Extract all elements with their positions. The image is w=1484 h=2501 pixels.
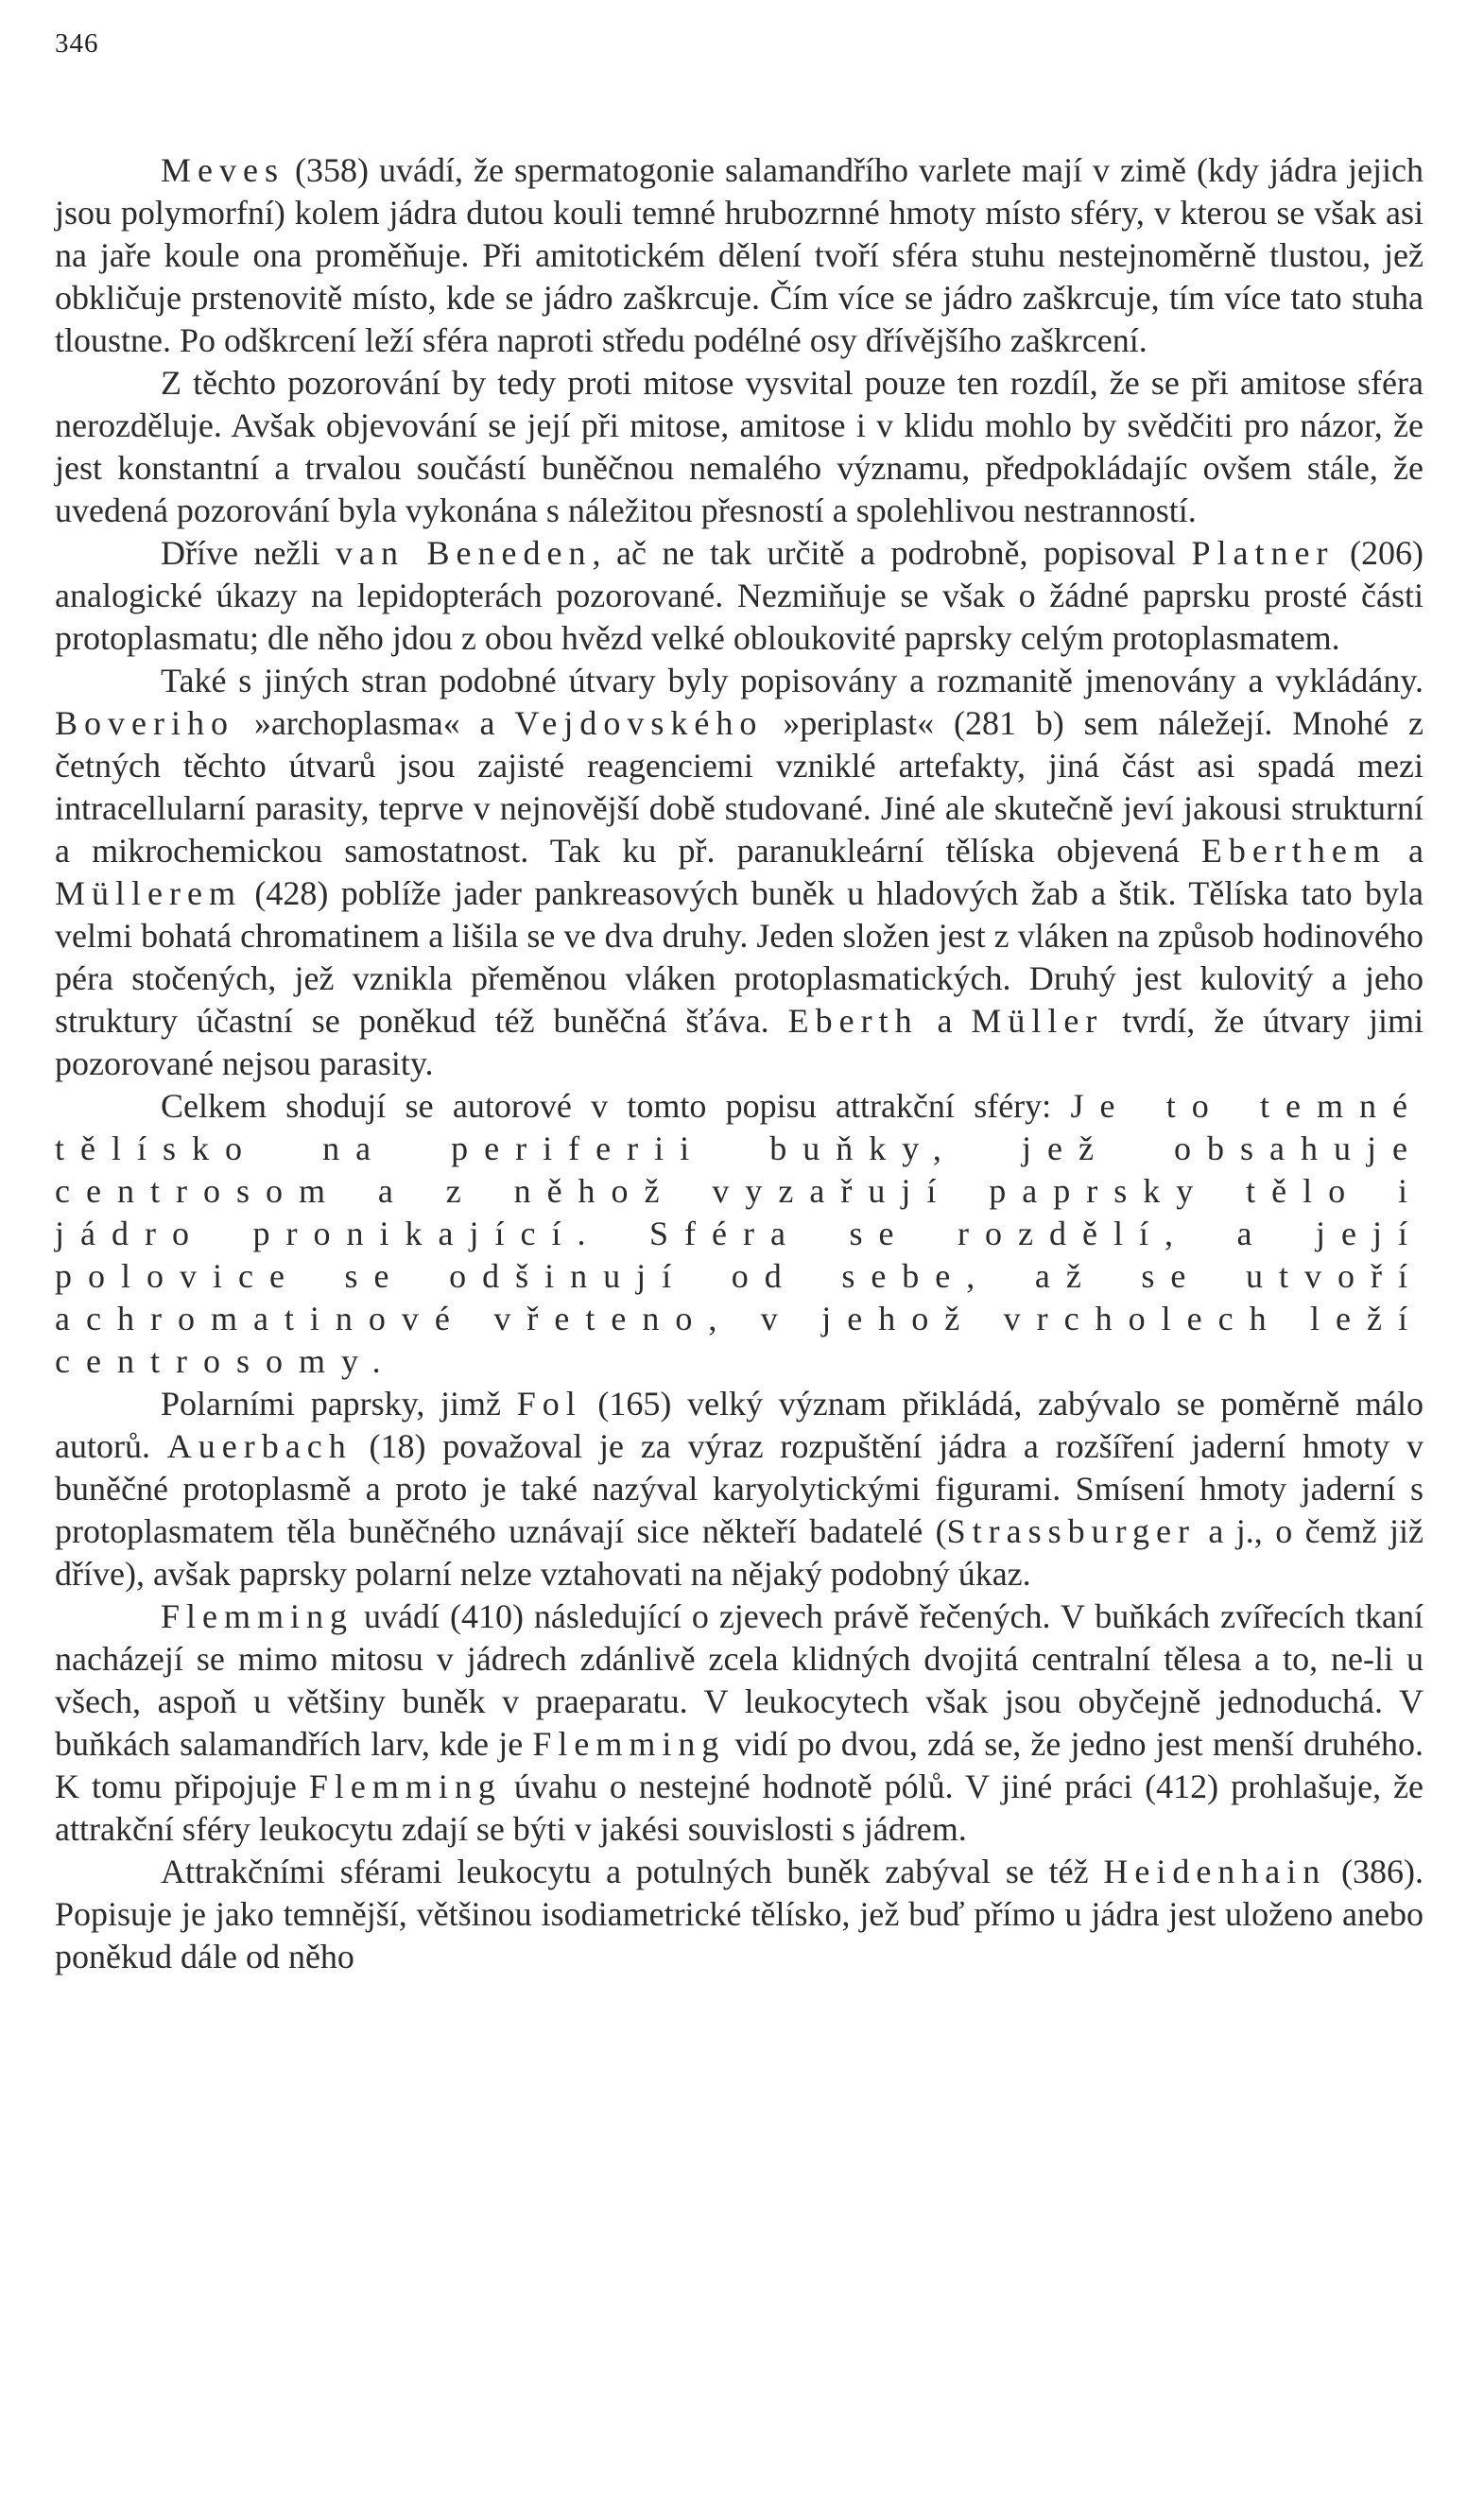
- paragraph: [55, 660, 1424, 1085]
- text-run: (165) velký význam přikládá, zabývalo se poměrně málo autorů.: [55, 1385, 1424, 1465]
- text-run: Také s jiných stran podobné útvary byly popisovány a rozmanitě jmenovány a vykládány.: [161, 662, 1424, 699]
- text-run: Celkem shodují se autorové v tomto popisu attrakční sféry:: [161, 1087, 1071, 1125]
- text-run: (428) poblíže jader pankreasových buněk u hladových žab a štik. Tělíska tato byla velmi bohatá chromatinem a lišila se ve dva druhy. Jeden složen jest z vláken na způsob hodinového péra stočených, jež vznikla přeměnou vláken protoplasmatických. Druhý jest kulovitý a jeho struktury účastní se poněkud též buněčná šťáva.: [55, 874, 1424, 1040]
- paragraph: [55, 1383, 1424, 1595]
- paragraph: [55, 1085, 1424, 1383]
- text-run: vidí po dvou, zdá se, že jedno jest menší druhého. K tomu připojuje: [55, 1725, 1424, 1805]
- text-run: Attrakčními sférami leukocytu a potulných buněk zabýval se též: [161, 1853, 1104, 1890]
- author-name: Fol: [516, 1385, 582, 1423]
- text-run: Dříve nežli: [161, 534, 336, 572]
- text-run: , ač ne tak určitě a podrobně, popisoval: [592, 534, 1192, 572]
- author-name: Platner: [1191, 534, 1335, 572]
- author-name: Flemming: [161, 1597, 354, 1635]
- author-name: Eberth: [787, 1002, 919, 1040]
- emphasized-text: Je to temné tělísko na periferii buňky, jež obsahuje centrosom a z něhož vyzařují paprsky tělo i jádro pronikající. Sféra se rozdělí, a její polovice se odšinují od sebe, až se utvoří achromatinové vřeteno, v jehož vrcholech leží centrosomy.: [55, 1087, 1424, 1380]
- author-name: Heidenhain: [1103, 1853, 1327, 1890]
- body-text: [55, 149, 1424, 1978]
- author-name: van Beneden: [336, 534, 593, 572]
- author-name: Strassburger: [946, 1512, 1196, 1550]
- text-run: (18) považoval je za výraz rozpuštění jádra a rozšíření jaderní hmoty v buněčné protoplasmě a proto je také nazýval karyolytickými figurami. Smísení hmoty jaderní s protoplasmatem těla buněčného uznávají sice někteří badatelé (: [55, 1427, 1424, 1550]
- text-run: a: [1386, 832, 1424, 870]
- page-number: 346: [55, 28, 99, 59]
- text-run: uvádí (410) následující o zjevech právě řečených. V buňkách zvířecích tkaní nacházejí se mimo mitosu v jádrech zdánlivě zcela klidných dvojitá centralní tělesa a to, ne-li u všech, aspoň u většiny buněk v praeparatu. V leukocytech však jsou obyčejně jednoduchá. V buňkách salamandřích larv, kde je: [55, 1597, 1424, 1763]
- text-run: tvrdí, že útvary jimi pozorované nejsou parasity.: [55, 1002, 1424, 1082]
- text-run: a j., o čemž již dříve), avšak paprsky polarní nelze vztahovati na nějaký podobný úkaz.: [55, 1512, 1424, 1593]
- author-name: Boveriho: [55, 704, 234, 742]
- paragraph: [55, 149, 1424, 362]
- author-name: Müller: [971, 1002, 1104, 1040]
- text-run: »periplast« (281 b) sem náležejí. Mnohé z četných těchto útvarů jsou zajisté reagenciemi vzniklé artefakty, jiná část asi spadá mezi intracellularní parasity, teprve v nejnovější době studované. Jiné ale skutečně jeví jakousi strukturní a mikrochemickou samostatnost. Tak ku př. paranukleární tělíska objevená: [55, 704, 1424, 870]
- author-name: Auerbach: [166, 1427, 353, 1465]
- text-run: (386). Popisuje je jako temnější, většinou isodiametrické tělísko, jež buď přímo u jádra jest uloženo anebo poněkud dále od něho: [55, 1853, 1424, 1975]
- text-run: »archoplasma« a: [233, 704, 515, 742]
- text-run: úvahu o nestejné hodnotě pólů. V jiné práci (412) prohlašuje, že attrakční sféry leukocytu zdají se býti v jakési souvislosti s jádrem.: [55, 1768, 1424, 1848]
- paragraph: [55, 362, 1424, 532]
- text-run: Z těchto pozorování by tedy proti mitose vysvital pouze ten rozdíl, že se při amitose sféra nerozděluje. Avšak objevování se její při mitose, amitose i v klidu mohlo by svědčiti pro názor, že jest konstantní a trvalou součástí buněčnou nemalého významu, předpokládajíc ovšem stále, že uvedená pozorování byla vykonána s náležitou přesností a spolehlivou nestranností.: [55, 364, 1424, 529]
- author-name: Flemming: [532, 1725, 726, 1763]
- author-name: Müllerem: [55, 874, 242, 912]
- text-run: a: [918, 1002, 972, 1040]
- author-name: Flemming: [308, 1768, 502, 1805]
- author-name: Eberthem: [1200, 832, 1387, 870]
- paragraph: [55, 532, 1424, 660]
- text-run: (206) analogické úkazy na lepidopterách pozorované. Nezmiňuje se však o žádné paprsku prosté části protoplasmatu; dle něho jdou z obou hvězd velké obloukovité paprsky celým protoplasmatem.: [55, 534, 1424, 657]
- text-run: Polarními paprsky, jimž: [161, 1385, 517, 1423]
- paragraph: [55, 1595, 1424, 1851]
- author-name: Meves: [161, 151, 285, 189]
- paragraph: [55, 1851, 1424, 1978]
- author-name: Vejdovského: [514, 704, 764, 742]
- text-run: (358) uvádí, že spermatogonie salamandřího varlete mají v zimě (kdy jádra jejich jsou polymorfní) kolem jádra dutou kouli temné hrubozrnné hmoty místo sféry, v kterou se však asi na jaře koule ona proměňuje. Při amitotickém dělení tvoří sféra stuhu nestejnoměrně tlustou, jež obkličuje prstenovitě místo, kde se jádro zaškrcuje. Čím více se jádro zaškrcuje, tím více tato stuha tloustne. Po odškrcení leží sféra naproti středu podélné osy dřívějšího zaškrcení.: [55, 151, 1424, 359]
